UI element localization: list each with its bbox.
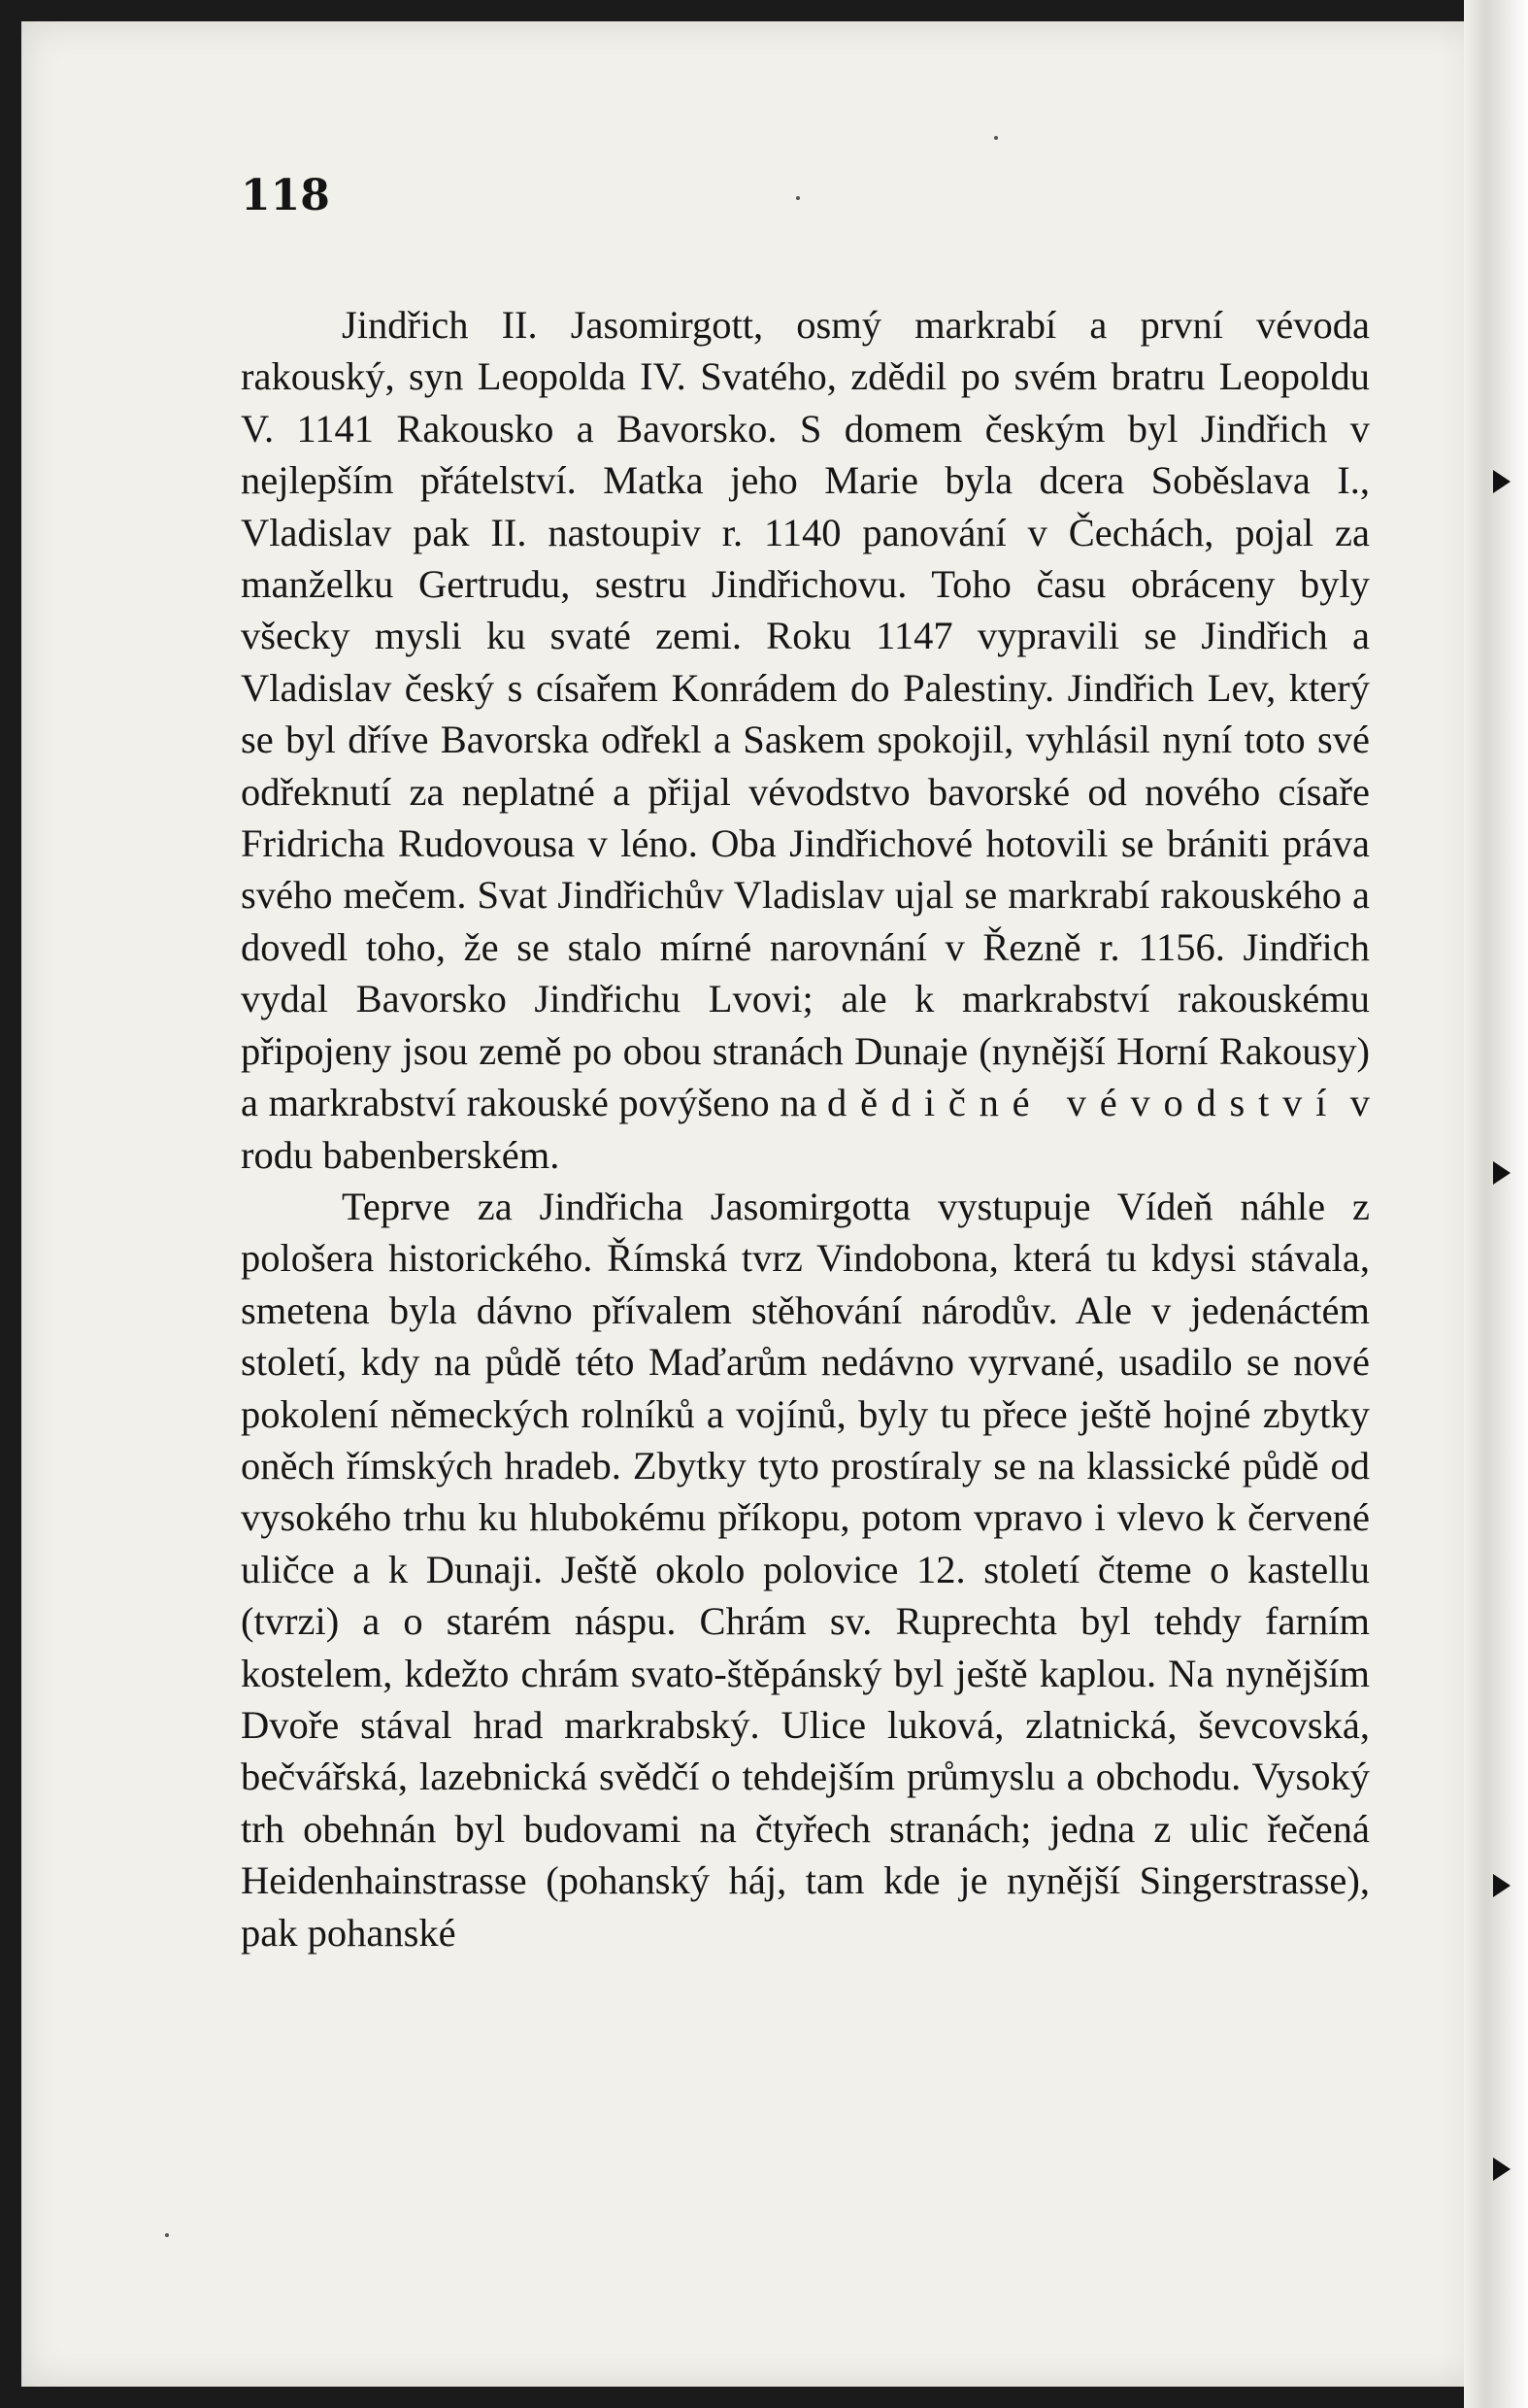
paragraph — [241, 299, 1370, 1181]
scan-speck — [994, 136, 998, 140]
page-number: 118 — [241, 171, 330, 220]
paragraph-text: Jindřich II. Jasomirgott, osmý markrabí a první vévoda rakouský, syn Leopolda IV. Svatého, zdědil po svém bratru Leopoldu V. 1141 Rakousko a Bavorsko. S domem českým byl Jindřich v nejlepším přátelství. Matka jeho Marie byla dcera Soběslava I., Vladislav pak II. nastoupiv r. 1140 panování v Čechách, pojal za manželku Gertrudu, sestru Jindřichovu. Toho času obrácenу byly všecky mysli ku svaté zemi. Roku 1147 vypravili se Jindřich a Vladislav český s císařem Konrádem do Palestiny. Jindřich Lev, který se byl dříve Bavorska odřekl a Saskem spokojil, vyhlásil nyní toto své odřeknutí za neplatné a přijal vévodstvo bavorské od nového císaře Fridricha Rudovousa v léno. Oba Jindřichové hotovili se brániti práva svého mečem. Svat Jindřichův Vladislav ujal se markrabí rakouského a dovedl toho, že se stalo mírné narovnání v Řezně r. 1156. Jindřich vydal Bavorsko Jindřichu Lvovi; ale k markrabství rakouskému připojeny jsou země po obou stranách Dunaje (nynější Horní Rakousy) a markrabství rakouské povýšeno na — [241, 303, 1370, 1125]
body-text — [241, 299, 1370, 1958]
page-edge — [1464, 0, 1528, 2408]
scan-speck — [796, 196, 800, 200]
paragraph-text: v rodu babenberském. — [241, 1081, 1370, 1177]
margin-mark — [1493, 470, 1511, 493]
margin-mark — [1493, 1874, 1511, 1897]
margin-mark — [1493, 1161, 1511, 1185]
emphasized-phrase: dědičné vévodství — [827, 1081, 1341, 1125]
paragraph: Teprve za Jindřicha Jasomirgotta vystupuje Vídeň náhle z pološera historického. Římská tvrz Vindobona, která tu kdysi stávala, smetena byla dávno přívalem stěhování národův. Ale v jedenáctém století, kdy na půdě této Maďarům nedávno vyrvané, usadilo se nové pokolení německých rolníků a vojínů, byly tu přece ještě hojné zbytky oněch římských hradeb. Zbytky tyto prostíraly se na klassické půdě od vysokého trhu ku hlubokému příkopu, potom vpravo i vlevo k červené uličce a k Dunaji. Ještě okolo polovice 12. století čteme o kastellu (tvrzi) a o starém náspu. Chrám sv. Ruprechta byl tehdy farním kostelem, kdežto chrám svato-štěpánský byl ještě kaplou. Na nynějším Dvoře stával hrad markrabský. Ulice luková, zlatnická, ševcovská, bečvářská, lazebnická svědčí o tehdejším průmyslu a obchodu. Vysoký trh obehnán byl budovami na čtyřech stranách; jedna z ulic řečená Heidenhainstrasse (pohanský háj, tam kde je nynější Singerstrasse), pak pohanské — [241, 1184, 1370, 1955]
margin-mark — [1493, 2157, 1511, 2181]
scan-speck — [165, 2233, 169, 2237]
